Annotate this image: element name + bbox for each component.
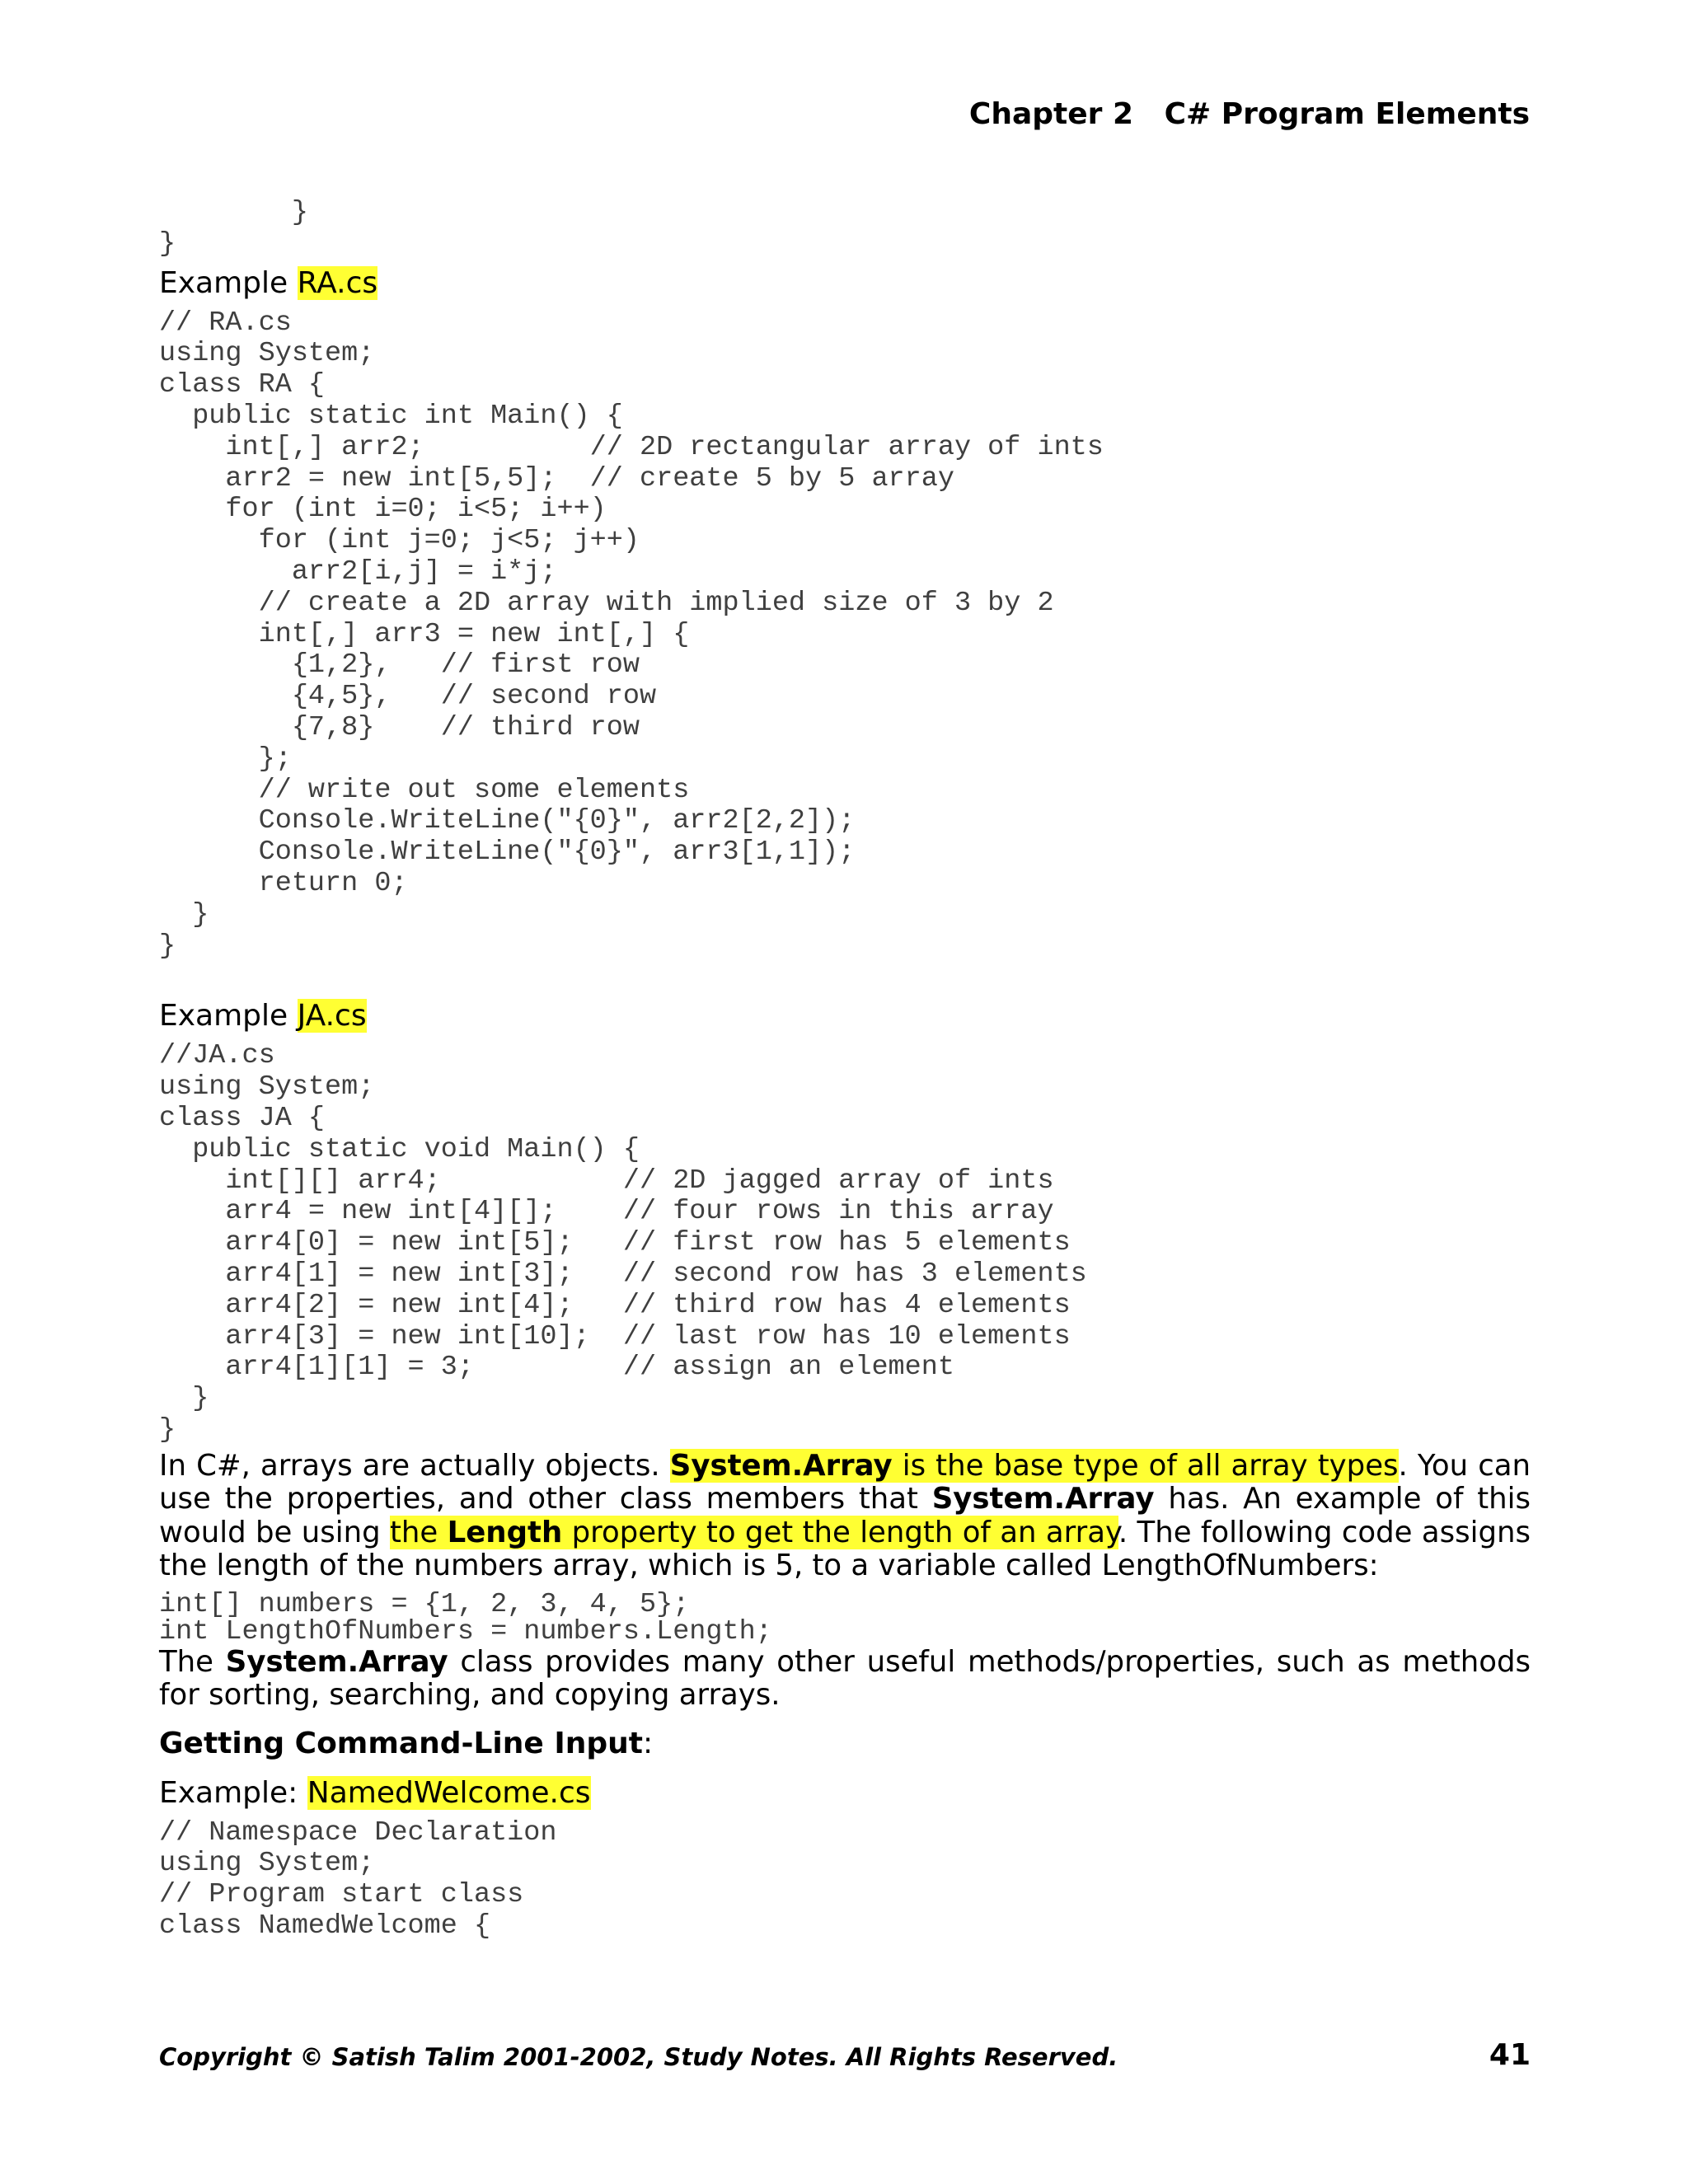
bold-length: Length (447, 1515, 563, 1549)
paragraph-text: has. An example of this would be using (159, 1482, 1531, 1549)
bold-system-array: System.Array (225, 1644, 448, 1679)
paragraph-text: class provides many other useful methods/properties, such as methods for sorting, searching, and copying arrays. (159, 1644, 1531, 1713)
paragraph-text: The (159, 1644, 226, 1679)
example-ra-filename: RA.cs (297, 265, 378, 300)
example-ja-filename: JA.cs (297, 999, 367, 1033)
section-heading-colon: : (642, 1726, 654, 1760)
bold-system-array: System.Array (669, 1448, 893, 1483)
paragraph-text: In C#, arrays are actually objects. (159, 1448, 670, 1483)
running-header (969, 97, 1530, 131)
highlight-text: the (389, 1515, 448, 1549)
bold-system-array: System.Array (931, 1482, 1155, 1516)
code-block-named-welcome: // Namespace Declaration using System; // Program start class class NamedWelcome { (159, 1816, 557, 1943)
copyright-notice: Copyright © Satish Talim 2001-2002, Study Notes. All Rights Reserved. (159, 2043, 1118, 2071)
code-block-ja: //JA.cs using System; class JA { public static void Main() { int[][] arr4; // 2D jagged array of ints arr4 = new int[4][]; // four rows in this array arr4[0] = new int[5]; // first row has 5 elements arr4[1] = new int[3]; // second row has 3 elements arr4[2] = new int[4]; // third row has 4 elements arr4[3] = new int[10]; // last row has 10 elements arr4[1][1] = 3; // assign an element } } (159, 1040, 1087, 1446)
example-named-filename: NamedWelcome.cs (307, 1775, 591, 1810)
example-ra-caption (159, 264, 1531, 303)
paragraph-system-array (159, 1450, 1531, 1583)
code-block-length: int[] numbers = {1, 2, 3, 4, 5}; int LengthOfNumbers = numbers.Length; (159, 1588, 772, 1647)
example-ra-label: Example (159, 265, 298, 300)
paragraph-system-array-methods (159, 1646, 1531, 1713)
example-ja-caption (159, 996, 1531, 1036)
highlight-text: is the base type of all array types (892, 1448, 1399, 1483)
example-named-caption (159, 1774, 1531, 1813)
chapter-title: C# Program Elements (1164, 97, 1530, 131)
example-ja-label: Example (159, 999, 298, 1033)
paragraph-text: . You can use the properties, and other class members that (159, 1448, 1531, 1516)
page-number: 41 (1489, 2038, 1531, 2072)
example-named-label: Example: (159, 1775, 307, 1810)
code-block-ra: // RA.cs using System; class RA { public static int Main() { int[,] arr2; // 2D rectangular array of ints arr2 = new int[5,5]; // create 5 by 5 array for (int i=0; i<5; i++) for (int j=0; j<5; j++) arr2[i,j] = i*j; // create a 2D array with implied size of 3 by 2 int[,] arr3 = new int[,] { {1,2}, // first row {4,5}, // second row {7,8} // third row }; // write out some elements Console.WriteLine("{0}", arr2[2,2]); Console.WriteLine("{0}", arr3[1,1]); return 0; } } (159, 307, 1104, 962)
highlight-text: property to get the length of an array (562, 1515, 1118, 1549)
section-heading (159, 1724, 1531, 1764)
section-heading-text: Getting Command-Line Input (159, 1726, 643, 1760)
page-body (159, 198, 1531, 1943)
page-footer (159, 2038, 1531, 2074)
highlight-length-property (390, 1516, 1118, 1549)
code-block-continuation: } } (159, 197, 308, 260)
chapter-number: Chapter 2 (968, 97, 1133, 131)
paragraph-text: . The following code assigns the length of the numbers array, which is 5, to a variable called LengthOfNumbers: (159, 1515, 1531, 1583)
highlight-base-type (670, 1449, 1399, 1483)
